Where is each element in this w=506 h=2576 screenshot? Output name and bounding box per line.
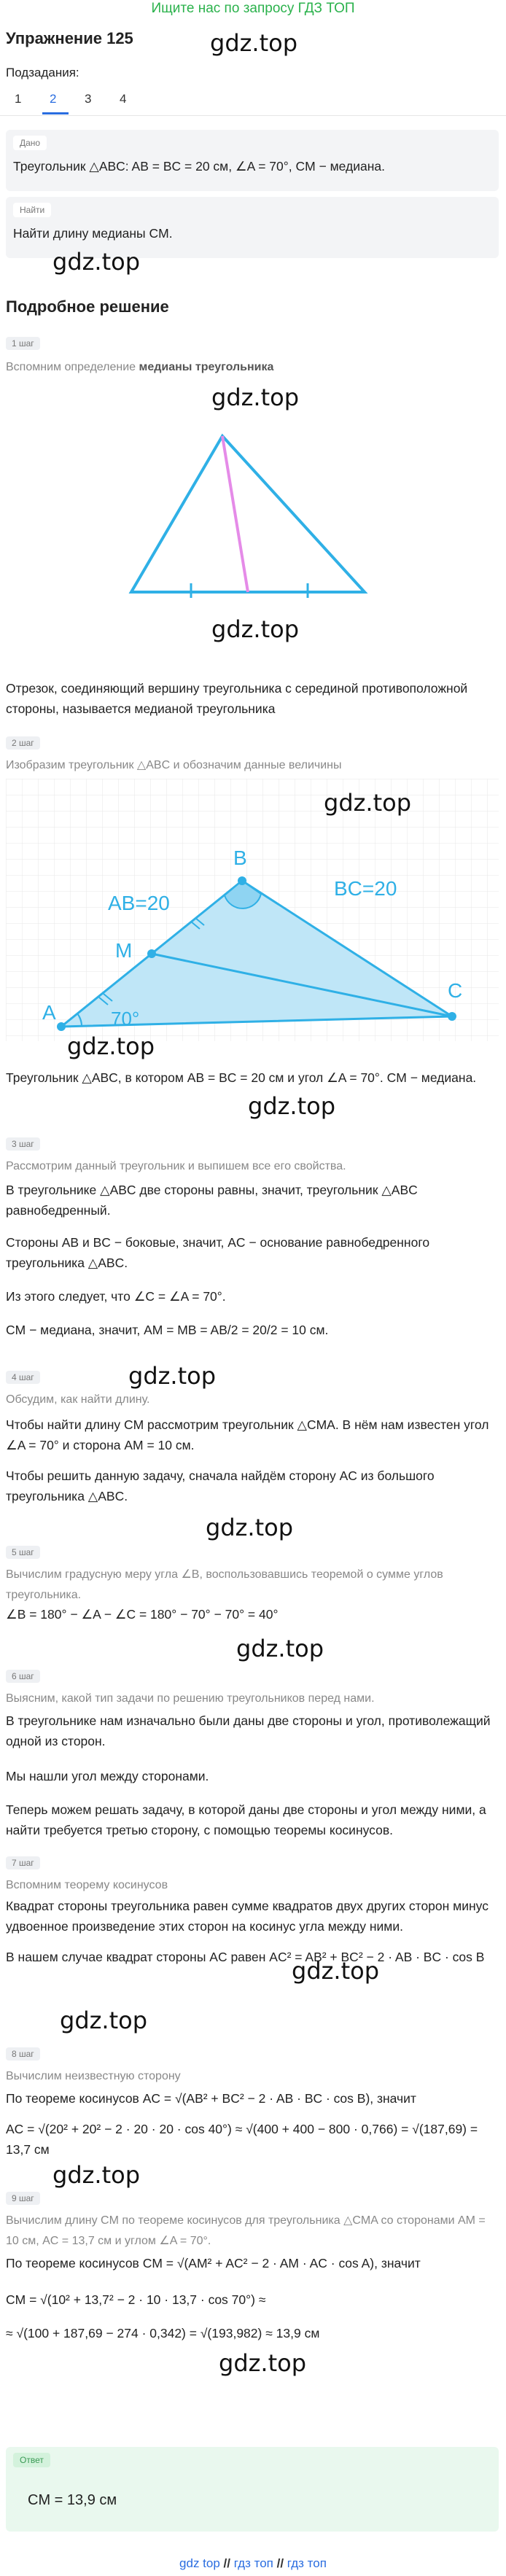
step-line: ≈ √(100 + 187,69 − 274 · 0,342) = √(193,982) ≈ 13,9 см — [6, 2326, 320, 2340]
label-bc: BC=20 — [334, 877, 397, 900]
footer — [0, 2556, 506, 2571]
step-line: ∠B = 180° − ∠A − ∠C = 180° − 70° − 70° = 40° — [6, 1607, 279, 1622]
answer-text: CM = 13,9 см — [28, 2492, 117, 2508]
find-text: Найти длину медианы CM. — [13, 226, 173, 241]
step-chip: 6 шаг — [6, 1670, 40, 1683]
point-m — [147, 949, 156, 958]
step-lead: Вспомним теорему косинусов — [6, 1879, 168, 1891]
watermark: gdz.top — [206, 1514, 294, 1541]
given-text: Треугольник △ABC: AB = BC = 20 см, ∠A = 70°, CM − медиана. — [13, 159, 385, 174]
step-text: Треугольник △ABC, в котором AB = BC = 20 см и угол ∠A = 70°. CM − медиана. — [6, 1070, 477, 1085]
step-chip: 2 шаг — [6, 736, 40, 750]
subtasks-label: Подзадания: — [6, 66, 79, 79]
step-text: Отрезок, соединяющий вершину треугольника с серединой противоположной стороны, называется медианой треугольника — [6, 681, 468, 716]
footer-link-3[interactable]: гдз топ — [287, 2556, 327, 2570]
given-box — [6, 130, 499, 191]
watermark: gdz.top — [324, 789, 412, 817]
step-lead: Вычислим неизвестную сторону — [6, 2070, 181, 2082]
find-chip: Найти — [13, 203, 51, 217]
step-line: Из этого следует, что ∠C = ∠A = 70°. — [6, 1289, 226, 1304]
step-line: CM = √(10² + 13,7² − 2 · 10 · 13,7 · cos 70°) ≈ — [6, 2292, 266, 2307]
watermark: gdz.top — [219, 2349, 307, 2377]
step-line: В треугольнике нам изначально были даны две стороны и угол, противолежащий одной из сторон. — [6, 1713, 491, 1748]
label-angle: 70° — [111, 1008, 140, 1030]
step-lead: Обсудим, как найти длину. — [6, 1393, 150, 1406]
answer-chip: Ответ — [13, 2453, 50, 2467]
footer-separator: // — [276, 2556, 284, 2570]
step-lead: Рассмотрим данный треугольник и выпишем все его свойства. — [6, 1160, 346, 1172]
top-bar — [0, 0, 506, 17]
promo-link[interactable]: Ищите нас по запросу ГДЗ ТОП — [151, 1, 355, 16]
watermark: gdz.top — [52, 2161, 141, 2189]
watermark: gdz.top — [236, 1635, 324, 1662]
label-m: M — [115, 939, 133, 962]
label-c: C — [448, 979, 463, 1002]
watermark: gdz.top — [248, 1092, 336, 1120]
step-lead: Изобразим треугольник △ABC и обозначим данные величины — [6, 759, 342, 771]
footer-separator: // — [223, 2556, 230, 2570]
step-line: Чтобы решить данную задачу, сначала найдём сторону AC из большого треугольника △ABC. — [6, 1468, 435, 1503]
tab-3[interactable]: 3 — [85, 92, 92, 106]
active-tab-indicator — [42, 112, 69, 114]
point-c — [448, 1012, 456, 1021]
watermark: gdz.top — [128, 1362, 217, 1390]
step-line: Теперь можем решать задачу, в которой даны две стороны и угол между ними, а найти требуется третью сторону, с помощью теоремы косинусов. — [6, 1802, 486, 1837]
label-ab: AB=20 — [108, 892, 170, 914]
subtask-tabs — [0, 86, 506, 116]
watermark: gdz.top — [211, 615, 300, 643]
watermark: gdz.top — [67, 1032, 155, 1060]
tab-1[interactable]: 1 — [15, 92, 22, 106]
watermark: gdz.top — [210, 29, 298, 57]
step-line: Стороны AB и BC − боковые, значит, AC − основание равнобедренного треугольника △ABC. — [6, 1235, 430, 1270]
point-b — [238, 876, 246, 885]
label-a: A — [42, 1001, 56, 1024]
triangle-figure-1 — [124, 430, 379, 598]
step-chip: 9 шаг — [6, 2192, 40, 2205]
step-chip: 3 шаг — [6, 1137, 40, 1151]
step-chip: 5 шаг — [6, 1546, 40, 1559]
watermark: gdz.top — [60, 2007, 148, 2034]
footer-link-1[interactable]: gdz top — [179, 2556, 220, 2570]
step-chip: 8 шаг — [6, 2047, 40, 2061]
step-chip: 4 шаг — [6, 1371, 40, 1384]
step-lead: Вспомним определение медианы треугольника — [6, 361, 274, 373]
tab-4[interactable]: 4 — [120, 92, 127, 106]
point-a — [57, 1022, 66, 1031]
answer-box — [6, 2447, 499, 2532]
watermark: gdz.top — [52, 248, 141, 276]
step-line: По теореме косинусов AC = √(AB² + BC² − 2 · AB · BC · cos B), значит — [6, 2091, 416, 2106]
watermark: gdz.top — [292, 1957, 380, 1985]
step-chip: 1 шаг — [6, 337, 40, 350]
step-line: В нашем случае квадрат стороны AC равен AC² = AB² + BC² − 2 · AB · BC · cos B — [6, 1950, 485, 1964]
step-line: В треугольнике △ABC две стороны равны, значит, треугольник △ABC равнобедренный. — [6, 1183, 418, 1218]
page-title: Упражнение 125 — [6, 29, 133, 47]
step-line: Мы нашли угол между сторонами. — [6, 1769, 209, 1783]
step-line: Квадрат стороны треугольника равен сумме квадратов двух других сторон минус удвоенное произведение этих сторон на косинус угла между ними. — [6, 1899, 489, 1934]
step-line: CM − медиана, значит, AM = MB = AB/2 = 20/2 = 10 см. — [6, 1323, 329, 1337]
step-line: По теореме косинусов CM = √(AM² + AC² − 2 · AM · AC · cos A), значит — [6, 2256, 421, 2270]
given-chip: Дано — [13, 136, 47, 150]
triangle-figure-2 — [6, 779, 499, 1041]
tab-2[interactable]: 2 — [50, 92, 57, 106]
step-lead: Выясним, какой тип задачи по решению треугольников перед нами. — [6, 1692, 375, 1705]
step-line: AC = √(20² + 20² − 2 · 20 · 20 · cos 40°) ≈ √(400 + 400 − 800 · 0,766) = √(187,69) = 13,7 см — [6, 2122, 478, 2157]
step-chip: 7 шаг — [6, 1856, 40, 1869]
footer-link-2[interactable]: гдз топ — [233, 2556, 273, 2570]
step-lead: Вычислим градусную меру угла ∠B, воспользовавшись теоремой о сумме углов треугольника. — [6, 1568, 443, 1601]
watermark: gdz.top — [211, 384, 300, 411]
label-b: B — [233, 847, 247, 869]
step-line: Чтобы найти длину CM рассмотрим треугольник △CMA. В нём нам известен угол ∠A = 70° и сторона AM = 10 см. — [6, 1417, 489, 1452]
solution-title: Подробное решение — [6, 297, 169, 316]
triangle-outline — [131, 436, 365, 592]
step-lead: Вычислим длину CM по теореме косинусов для треугольника △CMA со сторонами AM = 10 см, AC = 13,7 см и углом ∠A = 70°. — [6, 2214, 486, 2247]
